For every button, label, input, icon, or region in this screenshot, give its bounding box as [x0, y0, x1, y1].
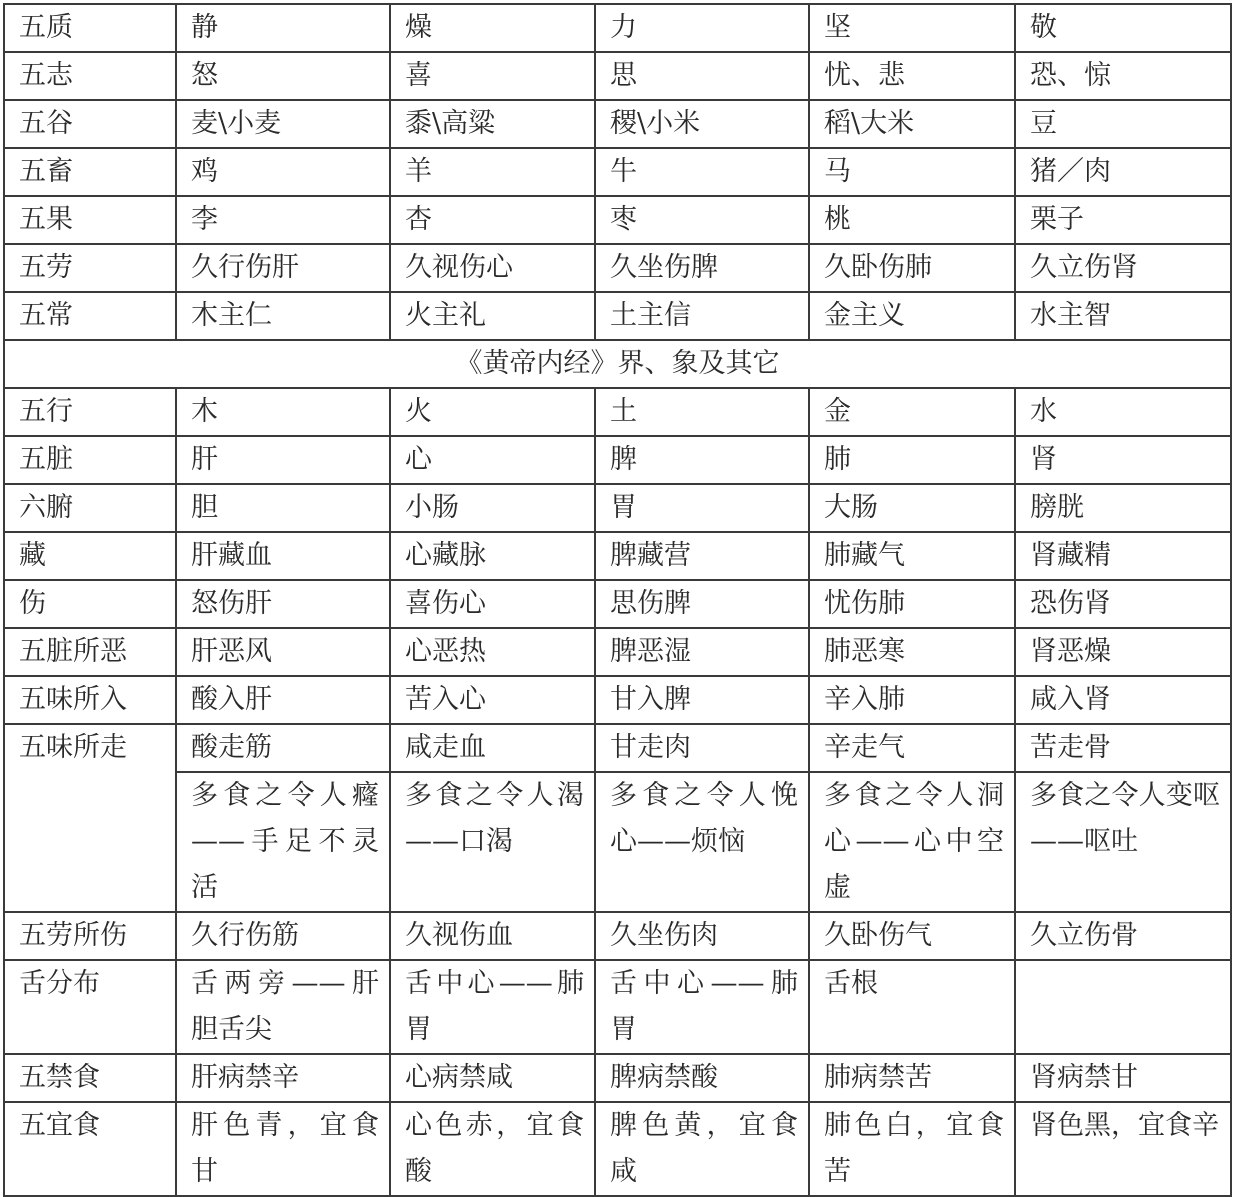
table-row [4, 484, 1231, 532]
table-cell: 久卧伤肺 [809, 244, 1015, 292]
table-row [4, 244, 1231, 292]
table-cell: 肝病禁辛 [176, 1054, 390, 1102]
table-cell: 久行伤肝 [176, 244, 390, 292]
table-cell: 牛 [595, 148, 809, 196]
table-cell: 多食之令人渴——口渴 [390, 772, 595, 912]
table-cell: 心 [390, 436, 595, 484]
table-cell: 肺藏气 [809, 532, 1015, 580]
table-cell: 脾色黄，宜食咸 [595, 1102, 809, 1196]
table-cell: 舌两旁——肝胆舌尖 [176, 960, 390, 1054]
table-cell: 金 [809, 388, 1015, 436]
table-cell: 火 [390, 388, 595, 436]
table-cell: 坚 [809, 4, 1015, 52]
table-row [4, 628, 1231, 676]
table-cell: 肺病禁苦 [809, 1054, 1015, 1102]
table-cell: 力 [595, 4, 809, 52]
row-label: 五畜 [4, 148, 176, 196]
table-row [4, 580, 1231, 628]
table-cell: 心色赤，宜食酸 [390, 1102, 595, 1196]
table-cell: 大肠 [809, 484, 1015, 532]
row-label: 五味所入 [4, 676, 176, 724]
table-cell: 桃 [809, 196, 1015, 244]
table-cell: 肾 [1015, 436, 1231, 484]
table-cell: 胆 [176, 484, 390, 532]
table-cell: 膀胱 [1015, 484, 1231, 532]
table-cell: 怒 [176, 52, 390, 100]
table-cell: 思伤脾 [595, 580, 809, 628]
row-label: 五行 [4, 388, 176, 436]
table-cell: 辛走气 [809, 724, 1015, 772]
table-cell: 苦入心 [390, 676, 595, 724]
row-label: 六腑 [4, 484, 176, 532]
table-cell: 木主仁 [176, 292, 390, 340]
row-label: 五禁食 [4, 1054, 176, 1102]
table-row [4, 436, 1231, 484]
table-cell: 脾 [595, 436, 809, 484]
table-cell: 喜 [390, 52, 595, 100]
table-cell: 燥 [390, 4, 595, 52]
table-cell: 稷\小米 [595, 100, 809, 148]
table-row [4, 772, 1231, 912]
row-label: 五常 [4, 292, 176, 340]
table-cell: 恐伤肾 [1015, 580, 1231, 628]
table-cell: 马 [809, 148, 1015, 196]
table-cell: 喜伤心 [390, 580, 595, 628]
table-row [4, 100, 1231, 148]
table-cell: 多食之令人癃——手足不灵活 [176, 772, 390, 912]
table-row [4, 912, 1231, 960]
table-cell: 静 [176, 4, 390, 52]
table-cell: 黍\高粱 [390, 100, 595, 148]
table-cell: 多食之令人悗心——烦恼 [595, 772, 809, 912]
table-cell: 舌中心——肺胃 [390, 960, 595, 1054]
table-cell: 金主义 [809, 292, 1015, 340]
table-cell: 敬 [1015, 4, 1231, 52]
section-title: 《黄帝内经》界、象及其它 [4, 340, 1231, 388]
table-cell: 羊 [390, 148, 595, 196]
table-cell: 甘入脾 [595, 676, 809, 724]
row-label: 五谷 [4, 100, 176, 148]
table-row [4, 1054, 1231, 1102]
table-cell: 土 [595, 388, 809, 436]
row-label: 五脏所恶 [4, 628, 176, 676]
table-cell: 小肠 [390, 484, 595, 532]
table-row [4, 676, 1231, 724]
table-cell: 肾藏精 [1015, 532, 1231, 580]
table-cell: 苦走骨 [1015, 724, 1231, 772]
row-label: 五劳 [4, 244, 176, 292]
table-cell: 久立伤骨 [1015, 912, 1231, 960]
table-row [4, 1102, 1231, 1196]
table-cell: 肝藏血 [176, 532, 390, 580]
table-cell: 多食之令人变呕——呕吐 [1015, 772, 1231, 912]
row-label: 五质 [4, 4, 176, 52]
table-cell: 脾藏营 [595, 532, 809, 580]
table-cell: 久立伤肾 [1015, 244, 1231, 292]
row-label: 五宜食 [4, 1102, 176, 1196]
table-cell: 李 [176, 196, 390, 244]
table-cell: 恐、惊 [1015, 52, 1231, 100]
table-cell: 舌中心——肺胃 [595, 960, 809, 1054]
table-cell: 忧、悲 [809, 52, 1015, 100]
table-cell: 多食之令人洞心——心中空虚 [809, 772, 1015, 912]
table-row [4, 4, 1231, 52]
table-cell: 咸走血 [390, 724, 595, 772]
table-cell: 肾恶燥 [1015, 628, 1231, 676]
table-row [4, 724, 1231, 772]
table-cell: 酸走筋 [176, 724, 390, 772]
table-cell [1015, 960, 1231, 1054]
section-heading-row [4, 340, 1231, 388]
table-row [4, 196, 1231, 244]
row-label: 五劳所伤 [4, 912, 176, 960]
row-label: 五味所走 [4, 724, 176, 912]
row-label: 五志 [4, 52, 176, 100]
table-cell: 肾色黑，宜食辛 [1015, 1102, 1231, 1196]
table-cell: 肺 [809, 436, 1015, 484]
table-cell: 久坐伤脾 [595, 244, 809, 292]
table-cell: 久行伤筋 [176, 912, 390, 960]
table-cell: 久坐伤肉 [595, 912, 809, 960]
row-label: 五果 [4, 196, 176, 244]
table-cell: 久卧伤气 [809, 912, 1015, 960]
row-label: 舌分布 [4, 960, 176, 1054]
table-row [4, 292, 1231, 340]
table-cell: 水主智 [1015, 292, 1231, 340]
table-cell: 甘走肉 [595, 724, 809, 772]
table-cell: 久视伤心 [390, 244, 595, 292]
table-cell: 久视伤血 [390, 912, 595, 960]
five-elements-table [3, 3, 1232, 1197]
table-cell: 鸡 [176, 148, 390, 196]
table-cell: 思 [595, 52, 809, 100]
table-row [4, 148, 1231, 196]
table-cell: 肺色白，宜食苦 [809, 1102, 1015, 1196]
table-cell: 肾病禁甘 [1015, 1054, 1231, 1102]
table-cell: 咸入肾 [1015, 676, 1231, 724]
row-label: 伤 [4, 580, 176, 628]
table-cell: 怒伤肝 [176, 580, 390, 628]
table-cell: 肝恶风 [176, 628, 390, 676]
table-cell: 脾病禁酸 [595, 1054, 809, 1102]
table-cell: 稻\大米 [809, 100, 1015, 148]
table-row [4, 532, 1231, 580]
table-cell: 胃 [595, 484, 809, 532]
table-row [4, 52, 1231, 100]
table-cell: 豆 [1015, 100, 1231, 148]
table-cell: 舌根 [809, 960, 1015, 1054]
table-cell: 猪／肉 [1015, 148, 1231, 196]
table-cell: 脾恶湿 [595, 628, 809, 676]
table-cell: 忧伤肺 [809, 580, 1015, 628]
table-cell: 杏 [390, 196, 595, 244]
table-cell: 枣 [595, 196, 809, 244]
table-cell: 辛入肺 [809, 676, 1015, 724]
table-cell: 木 [176, 388, 390, 436]
table-cell: 心恶热 [390, 628, 595, 676]
table-cell: 心病禁咸 [390, 1054, 595, 1102]
table-cell: 麦\小麦 [176, 100, 390, 148]
table-cell: 酸入肝 [176, 676, 390, 724]
table-row [4, 960, 1231, 1054]
table-cell: 肺恶寒 [809, 628, 1015, 676]
table-cell: 水 [1015, 388, 1231, 436]
table-row [4, 388, 1231, 436]
table-cell: 土主信 [595, 292, 809, 340]
table-cell: 肝 [176, 436, 390, 484]
table-cell: 肝色青，宜食甘 [176, 1102, 390, 1196]
table-cell: 心藏脉 [390, 532, 595, 580]
row-label: 藏 [4, 532, 176, 580]
table-cell: 栗子 [1015, 196, 1231, 244]
row-label: 五脏 [4, 436, 176, 484]
table-cell: 火主礼 [390, 292, 595, 340]
five-elements-document [3, 3, 1230, 1187]
